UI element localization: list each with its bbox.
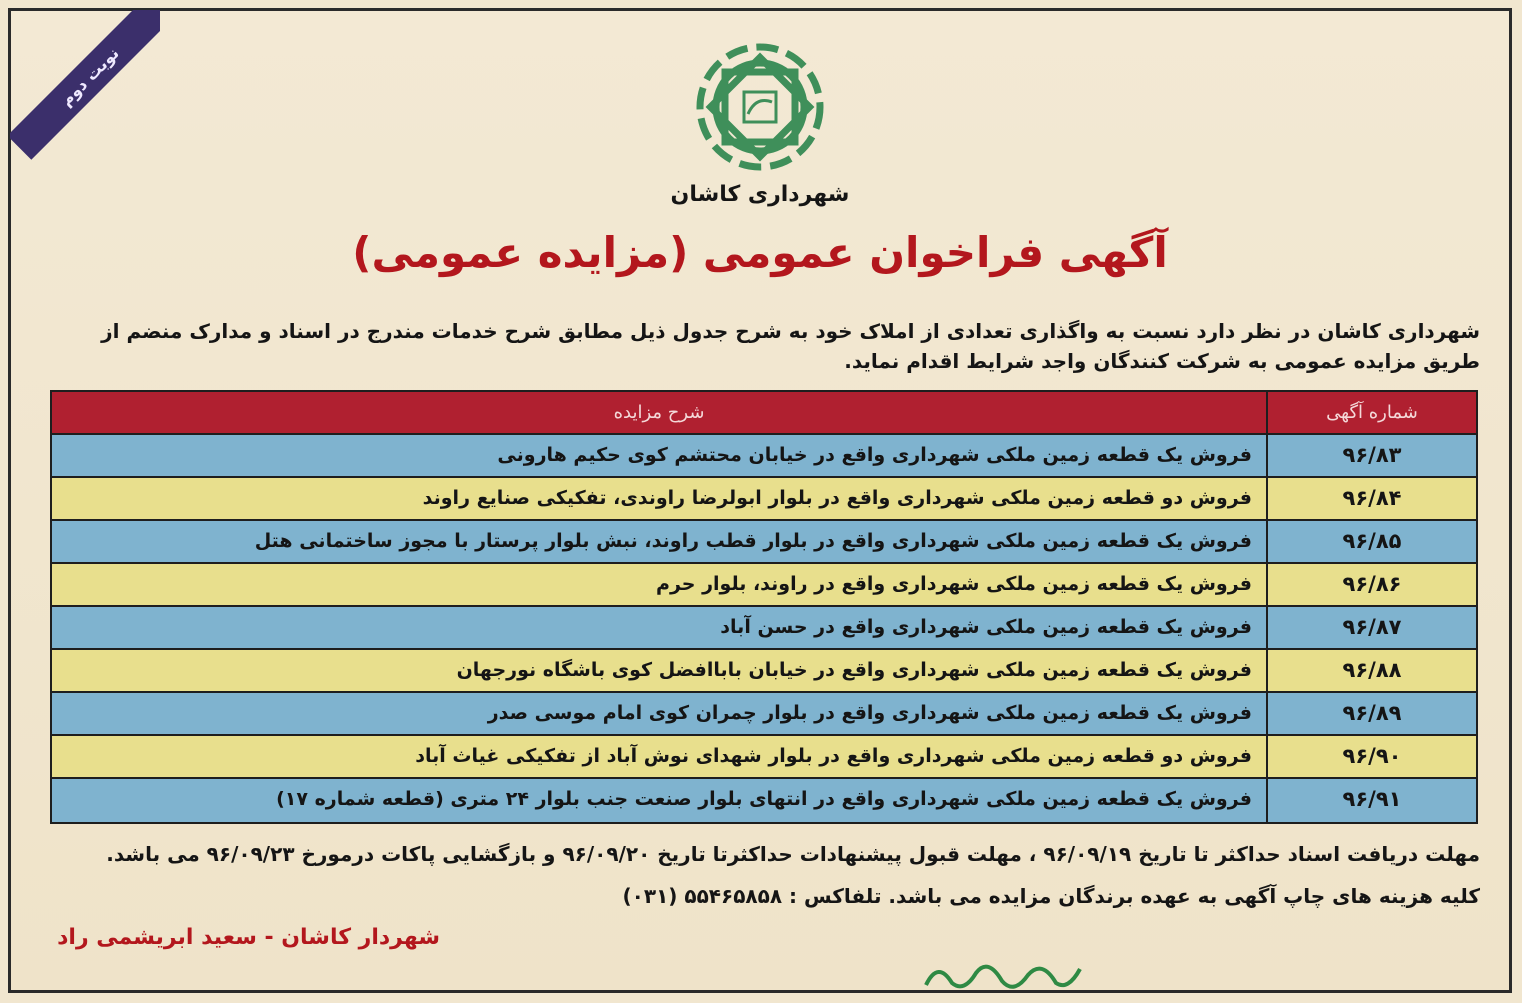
ad-number: ۹۶/۸۴ <box>1266 478 1476 519</box>
table-row <box>52 693 1476 736</box>
table-row <box>52 607 1476 650</box>
deadline-text: مهلت دریافت اسناد حداکثر تا تاریخ ۹۶/۰۹/۱۹ ، مهلت قبول پیشنهادات حداکثرتا تاریخ ۹۶/۰۹/۲۰ و بازگشایی پاکات درمورخ ۹۶/۰۹/۲۳ می باشد. <box>106 842 1480 866</box>
municipality-logo-icon <box>680 32 840 182</box>
ad-description: فروش دو قطعه زمین ملکی شهرداری واقع در بلوار شهدای نوش آباد از تفکیکی غیاث آباد <box>415 745 1252 767</box>
organization-name: شهرداری کاشان <box>670 182 850 207</box>
ad-description: فروش یک قطعه زمین ملکی شهرداری واقع در خیابان باباافضل کوی باشگاه نورجهان <box>456 659 1252 681</box>
ad-number: ۹۶/۸۳ <box>1266 435 1476 476</box>
ad-description: فروش یک قطعه زمین ملکی شهرداری واقع در بلوار قطب راوند، نبش بلوار پرستار با مجوز ساختمانی هتل <box>254 530 1252 552</box>
ad-number: ۹۶/۹۰ <box>1266 736 1476 777</box>
table-row <box>52 779 1476 822</box>
ad-description: فروش یک قطعه زمین ملکی شهرداری واقع در بلوار چمران کوی امام موسی صدر <box>487 702 1252 724</box>
table-row <box>52 564 1476 607</box>
ad-description: فروش یک قطعه زمین ملکی شهرداری واقع در حسن آباد <box>720 616 1252 638</box>
ad-number: ۹۶/۹۱ <box>1266 779 1476 822</box>
ad-number: ۹۶/۸۹ <box>1266 693 1476 734</box>
ad-number: ۹۶/۸۷ <box>1266 607 1476 648</box>
ad-number: ۹۶/۸۸ <box>1266 650 1476 691</box>
mayor-signature: شهردار کاشان - سعید ابریشمی راد <box>57 925 440 950</box>
round-badge: نوبت دوم <box>10 10 160 160</box>
header-number: شماره آگهی <box>1266 392 1476 433</box>
notice-title: آگهی فراخوان عمومی (مزایده عمومی) <box>352 228 1168 277</box>
costs-text: کلیه هزینه های چاپ آگهی به عهده برندگان مزایده می باشد. تلفاکس : ۵۵۴۶۵۸۵۸ (۰۳۱) <box>622 884 1480 908</box>
table-row <box>52 736 1476 779</box>
auction-table <box>50 390 1478 824</box>
handwritten-mark-icon <box>918 955 1088 995</box>
header-description: شرح مزایده <box>613 402 705 423</box>
ad-description: فروش یک قطعه زمین ملکی شهرداری واقع در راوند، بلوار حرم <box>656 573 1252 595</box>
table-row <box>52 521 1476 564</box>
intro-paragraph: شهرداری کاشان در نظر دارد نسبت به واگذاری تعدادی از املاک خود به شرح جدول ذیل مطابق شرح خدمات مندرج در اسناد و مدارک منضم از طریق مزایده عمومی به شرکت کنندگان واجد شرایط اقدام نماید. <box>101 319 1480 373</box>
ad-number: ۹۶/۸۵ <box>1266 521 1476 562</box>
table-row <box>52 650 1476 693</box>
table-header-row <box>52 392 1476 435</box>
table-row <box>52 435 1476 478</box>
table-row <box>52 478 1476 521</box>
ad-description: فروش یک قطعه زمین ملکی شهرداری واقع در خیابان محتشم کوی حکیم هارونی <box>497 444 1252 466</box>
ad-description: فروش یک قطعه زمین ملکی شهرداری واقع در انتهای بلوار صنعت جنب بلوار ۲۴ متری (قطعه شماره ۱۷) <box>276 788 1252 810</box>
ad-description: فروش دو قطعه زمین ملکی شهرداری واقع در بلوار ابولرضا راوندی، تفکیکی صنایع راوند <box>422 487 1252 509</box>
ad-number: ۹۶/۸۶ <box>1266 564 1476 605</box>
round-badge-wrapper <box>10 10 160 160</box>
